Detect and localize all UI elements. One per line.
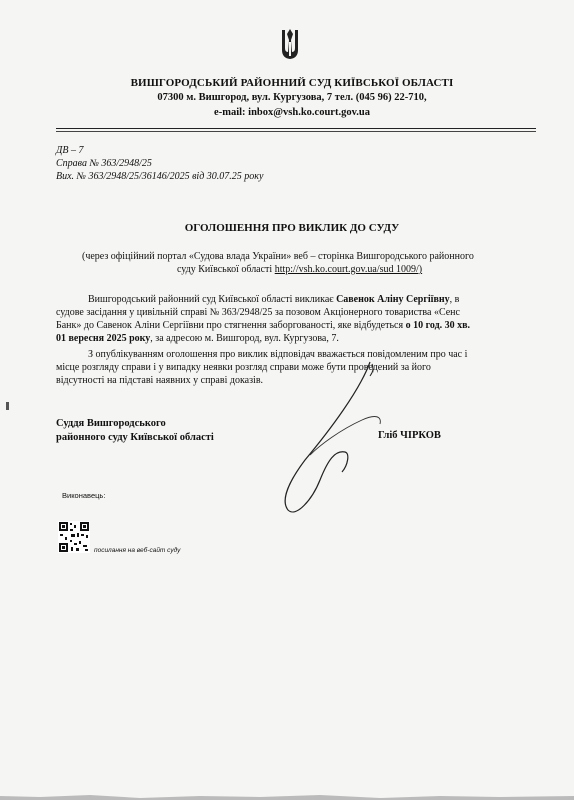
header-divider	[56, 128, 536, 129]
hearing-date: 01 вересня 2025 року	[56, 333, 151, 344]
notice-subtitle-line1: (через офіційний портал «Судова влада України» веб – сторінка Вишгородського районного	[82, 251, 474, 262]
paragraph1-line2: судове засідання у цивільній справі № 363/2948/25 за позовом Акціонерного товариства «Сенс	[56, 307, 460, 318]
notice-subtitle-line2	[177, 264, 574, 275]
executor-label: Виконавець:	[62, 491, 106, 500]
subtitle-prefix: суду Київської області	[177, 264, 275, 275]
paragraph1-line1	[88, 294, 568, 305]
court-website-link[interactable]: http://vsh.ko.court.gov.ua/sud 1009/)	[274, 264, 423, 275]
paragraph2-line2: місце розгляду справи і у випадку неявки розгляд справи може бути проведений за його	[56, 362, 431, 373]
qr-code-icon[interactable]	[58, 521, 90, 553]
judge-name: Гліб ЧІРКОВ	[378, 430, 441, 441]
court-email: e-mail: inbox@vsh.ko.court.gov.ua	[214, 107, 370, 118]
judge-title-line2: районного суду Київської області	[56, 432, 214, 443]
trident-emblem-icon	[280, 28, 300, 60]
paragraph1-line4	[56, 333, 536, 344]
court-name: ВИШГОРОДСЬКИЙ РАЙОННИЙ СУД КИЇВСЬКОЇ ОБЛАСТІ	[130, 77, 454, 89]
outgoing-number: Вих. № 363/2948/25/36146/2025 від 30.07.25 року	[56, 171, 264, 182]
qr-caption: посилання на веб-сайт суду	[94, 547, 181, 554]
text-span: , в	[449, 294, 460, 305]
header-divider-secondary	[56, 131, 536, 132]
text-span: Вишгородський районний суд Київської області викликає	[88, 294, 337, 305]
text-span: , за адресою м. Вишгород, вул. Кургузова, 7.	[150, 333, 339, 344]
paragraph2-line3: відсутності на підставі наявних у справі доказів.	[56, 375, 264, 386]
paragraph1-line3	[56, 320, 536, 331]
scan-edge-artifact	[0, 792, 574, 800]
judge-title-line1: Суддя Вишгородського	[56, 418, 166, 429]
court-address: 07300 м. Вишгород, вул. Кургузова, 7 тел. (045 96) 22-710,	[157, 92, 427, 103]
case-number: Справа № 363/2948/25	[56, 158, 152, 169]
defendant-name: Савенок Аліну Сергіївну	[336, 294, 450, 305]
paragraph2-line1: З опублікуванням оголошення про виклик відповідач вважається повідомленим про час і	[88, 349, 468, 360]
notice-title: ОГОЛОШЕННЯ ПРО ВИКЛИК ДО СУДУ	[184, 222, 400, 234]
text-span: Банк» до Савенок Аліни Сергіївни про стягнення заборгованості, яке відбудеться	[56, 320, 406, 331]
form-code: ДВ – 7	[56, 145, 84, 156]
scan-margin-mark	[6, 402, 9, 410]
hearing-time: о 10 год. 30 хв.	[405, 320, 471, 331]
